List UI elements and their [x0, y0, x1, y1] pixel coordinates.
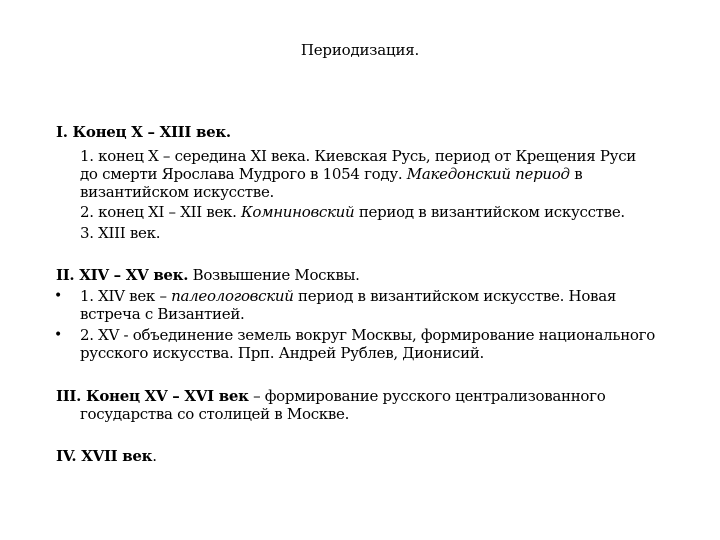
section-1-item-3: 3. XIII век. — [80, 224, 161, 242]
bullet-icon: • — [54, 288, 62, 304]
section-1-item-2-italic: Комниновский — [241, 203, 355, 221]
section-2-item-1-line-2: встреча с Византией. — [80, 305, 245, 323]
section-1-item-2-before: 2. конец XI – XII век. — [80, 203, 242, 221]
section-2-item-1-before: 1. XIV век – — [80, 287, 172, 305]
section-2-item-1-line-1 — [80, 287, 616, 305]
section-1-item-1-italic: Македонский период — [406, 165, 570, 183]
section-4-heading — [56, 447, 157, 465]
section-1-item-1-line-1: 1. конец X – середина XI века. Киевская Русь, период от Крещения Руси — [80, 147, 636, 165]
section-4-heading-bold: IV. XVII век — [56, 447, 153, 465]
section-1-heading — [56, 123, 231, 141]
section-3-heading-rest: – формирование русского централизованного — [248, 387, 606, 405]
section-1-item-1-line-3: византийском искусстве. — [80, 183, 274, 201]
section-2-heading-rest: Возвышение Москвы. — [188, 266, 360, 284]
section-3-heading — [56, 387, 605, 405]
section-2-item-2-line-2: русского искусства. Прп. Андрей Рублев, Дионисий. — [80, 344, 484, 362]
section-2-item-2-line-1: 2. XV - объединение земель вокруг Москвы, формирование национального — [80, 326, 655, 344]
section-1-item-1-line-2-text: до смерти Ярослава Мудрого в 1054 году. — [80, 165, 407, 183]
section-2-heading-bold: II. XIV – XV век. — [56, 266, 189, 284]
section-1-item-1-after-italic: в — [569, 165, 583, 183]
section-1-item-2 — [80, 203, 625, 221]
section-1-item-2-after: период в византийском искусстве. — [354, 203, 625, 221]
section-1-item-1-line-2 — [80, 165, 582, 183]
section-2-heading — [56, 266, 360, 284]
section-1-heading-text: I. Конец X – XIII век. — [56, 123, 231, 141]
slide-title: Периодизация. — [300, 41, 420, 59]
section-3-heading-bold: III. Конец XV – XVI век — [56, 387, 249, 405]
section-2-item-1-italic: палеологовский — [171, 287, 294, 305]
bullet-icon: • — [54, 327, 62, 343]
section-4-heading-rest: . — [152, 447, 157, 465]
section-2-item-1-after: период в византийском искусстве. Новая — [293, 287, 617, 305]
section-3-line-2: государства со столицей в Москве. — [80, 405, 350, 423]
